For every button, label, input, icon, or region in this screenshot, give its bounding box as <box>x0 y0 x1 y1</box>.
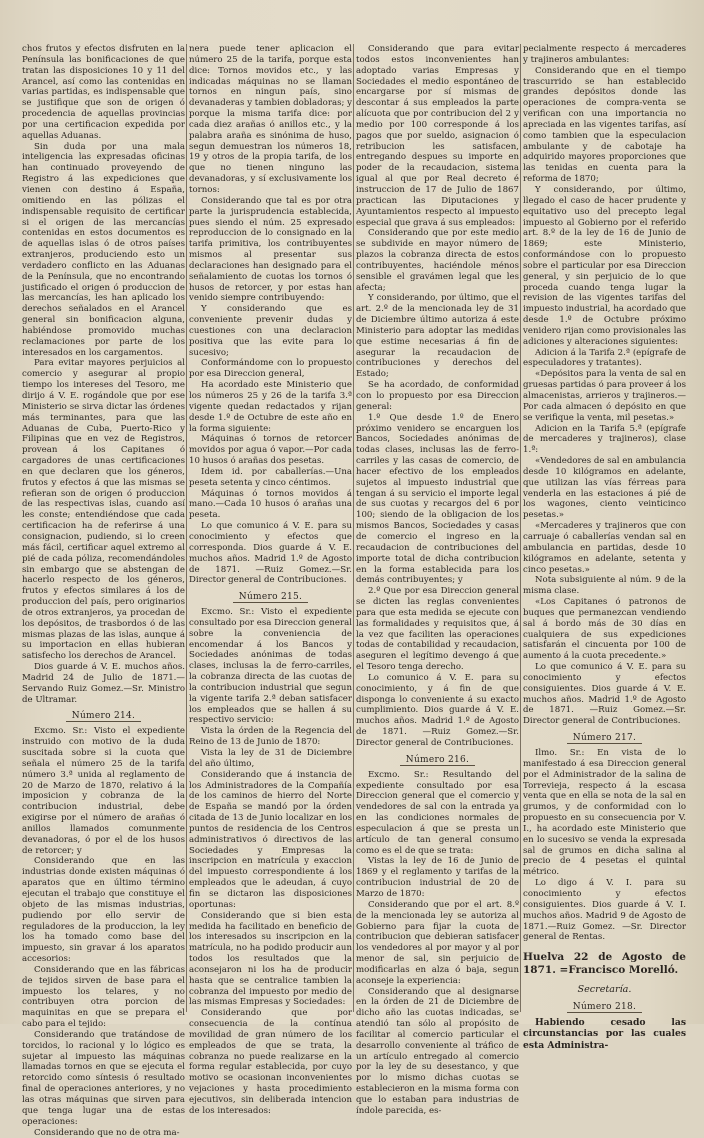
paragraph: Se ha acordado, de conformidad con lo propuesto por esa Direccion general: <box>356 380 519 412</box>
paragraph: Lo que comunico á V. E. para su conocimiento y efectos consiguientes. Dios guarde á V. E. muchos años. Madrid 1.º de Agosto de 1871. —Ruiz Gomez.—Sr. Director general de Contribuciones. <box>523 662 686 727</box>
paragraph: Sin duda por una mala inteligencia las expresadas oficinas han continuado proveyendo de Registro á las expediciones que vienen con destino á España, omitiendo en las pólizas el indispensable requisito de certificar si el origen de las mercancías contenidas en estos documentos es de aquellas islas ó de otros países extranjeros, produciendo esto un verdadero conflicto en las Aduanas de la Península, que no encontrando justificado el origen ó produccion de las mercancías, les han aplicado los derechos señalados en el Arancel general sin bonificacion alguna, habiéndose promovido muchas reclamaciones por parte de los interesados en los cargamentos. <box>22 141 185 358</box>
signature-line: Huelva 22 de Agosto de 1871. =Francisco Morelló. <box>523 951 686 977</box>
paragraph: Considerando que tratándose de torcidos, lo racional y lo lógico es sujetar al impuesto las máquinas llamadas tornos en que se ejecuta el retorcido como síntesis ó resultado final de operaciones anteriores, y no las otras máquinas que sirven para que tenga lugar una de estas operaciones: <box>22 1029 185 1127</box>
paragraph: Vista la ley de 31 de Diciembre del año último, <box>189 748 352 769</box>
section-number-heading <box>523 733 686 744</box>
paragraph: Y considerando que es conveniente prevenir dudas y cuestiones con una declaracion positiva que las evite para lo sucesivo; <box>189 304 352 358</box>
paragraph: Y considerando, por último, que el art. 2.º de la mencionada ley de 31 de Diciembre último autoriza á este Ministerio para adoptar las medidas que estime necesarias á fin de asegurar la recaudacion de contribuciones y derechos del Estado; <box>356 293 519 380</box>
section-heading: Secretaría. <box>577 984 632 996</box>
paragraph: Considerando que al designarse en la órden de 21 de Diciembre de dicho año las cuotas indicadas, se atendió tan sólo al propósito de facilitar al comercio particular el desarrollo conveniente al tráfico de un artículo entregado al comercio por la ley de su desestanco, y que por lo mismo dichas cuotas se establecieron en la misma forma con que lo estaban para industrias de índole parecida, es- <box>356 986 519 1116</box>
paragraph: Considerando que por este medio se subdivide en mayor número de plazos la cobranza directa de estos contribuyentes, haciéndole ménos sensible el gravámen legal que les afecta; <box>356 228 519 293</box>
paragraph: Considerando que no de otra ma- <box>34 1127 180 1138</box>
paragraph: 2.º Que por esa Direccion general se dicten las reglas convenientes para que esta medida se ejecute con las formalidades y requisitos que, á la vez que faciliten las operaciones todas de contabilidad y recaudacion, aseguren el legítimo devengo á que el Tesoro tenga derecho. <box>356 586 519 673</box>
text-column-1 <box>22 44 185 1138</box>
section-number-heading <box>523 1002 686 1013</box>
paragraph: «Mercaderes y trajineros que con carruaje ó caballerías vendan sal en ambulancia en partidas, desde 10 kilógramos en adelante, setenta y cinco pesetas.» <box>523 521 686 575</box>
paragraph: Considerando que en el tiempo trascurrido se han establecido grandes depósitos donde las operaciones de compra-venta se verifican con una importancia no apreciada en las vigentes tarifas, así como tambien que la especulacion ambulante y de cabotaje ha adquirido mayores proporciones que las tenidas en cuenta para la reforma de 1870; <box>523 65 686 185</box>
paragraph: Considerando que en las industrias donde existen máquinas ó aparatos que en último término ejecutan el trabajo que constituye el objeto de las mismas industrias, pudiendo por ello servir de reguladores de la produccion, la ley los ha tomado como base del impuesto, sin gravar á los aparatos accesorios: <box>22 856 185 965</box>
paragraph: Nota subsiguiente al núm. 9 de la misma clase. <box>523 575 686 597</box>
paragraph: Lo que comunico á V. E. para su conocimiento y efectos que corresponda. Dios guarde á V. E. muchos años. Madrid 1.º de Agosto de 1871. —Ruiz Gomez.—Sr. Director general de Contribuciones. <box>189 521 352 586</box>
paragraph: Considerando que por consecuencia de la contínua movilidad de gran número de los empleados de que se trata, la cobranza no puede realizarse en la forma regular establecida, por cuyo motivo se ocasionan inconvenientes vejaciones y hasta procedimiento ejecutivos, sin deliberada intencion de los interesados: <box>189 1008 352 1116</box>
paragraph: Excmo. Sr.: Visto el expediente instruido con motivo de la duda suscitada sobre si la cuota que señala el número 25 de la tarifa número 3.ª unida al reglamento de 20 de Marzo de 1870, relativo á la imposicion y cobranza de la contribucion industrial, debe exigirse por el número de arañas ó anillos llamados comunmente devanadoras, ó por el de los husos de retorcer; y <box>22 726 185 856</box>
section-number-label: Número 218. <box>567 1002 642 1013</box>
paragraph: «Los Capitanes ó patronos de buques que permanezcan vendiendo sal á bordo más de 30 días en cualquiera de sus expediciones satisfarán el cincuenta por 100 de aumento á la cuota precedente.» <box>523 597 686 662</box>
paragraph: Considerando que para evitar todos estos inconvenientes han adoptado varias Empresas y Sociedades el medio espontáneo de encargarse por sí mismas de descontar á sus empleados la parte alícuota que por contribucion del 2 y medio por 100 corresponde á los pagos que por sueldo, asignacion ó retribucion les satisfacen, entregando despues su importe en poder de la recaudacion, sistema igual al que por Real decreto é instruccion de 17 de Julio de 1867 practican las Diputaciones y Ayuntamientos respecto al impuesto especial que grava á sus empleados: <box>356 44 519 228</box>
paragraph: Excmo. Sr.: Resultando del expediente consultado por esa Direccion general que el comercio y vendedores de sal con la entrada ya en las condiciones normales de especulacion á que se presta un artículo de tan general consumo como es el de que se trata: <box>356 769 519 856</box>
paragraph: Lo digo á V. I. para su conocimiento y efectos consiguientes. Dios guarde á V. I. muchos años. Madrid 9 de Agosto de 1871.—Ruiz Gomez. —Sr. Director general de Rentas. <box>523 878 686 943</box>
paragraph: Idem id. por caballerías.—Una peseta setenta y cinco céntimos. <box>189 466 352 488</box>
paragraph: Lo comunico á V. E. para su conocimiento, y á fin de que disponga lo conveniente á su exacto cumplimiento. Dios guarde á V. E. muchos años. Madrid 1.º de Agosto de 1871. —Ruiz Gomez.—Sr. Director general de Contribuciones. <box>356 672 519 748</box>
paragraph: Adicion en la Tarifa 5.ª (epígrafe de mercaderes y trajineros), clase 1.ª: <box>523 423 686 456</box>
paragraph: Para evitar mayores perjuicios al comercio y asegurar al propio tiempo los intereses del Tesoro, me dirijo á V. E. rogándole que por ese Ministerio se sirva dictar las órdenes más terminantes, para que las Aduanas de Cuba, Puerto-Rico y Filipinas que en vez de Registros, provean á los Capitanes ó cargadores de unas certificaciones en que declaren que los géneros, frutos y efectos á que las mismas se refieran son de origen ó produccion de las respectivas islas, cuando así les conste; entendiéndose que cada certificacion ha de referirse á una consignacion, pudiendo, si lo creen más fácil, certificar aquel extremo al pié de cada póliza, recomendándoles sin embargo que se abstengan de hacerlo respecto de los géneros, frutos y efectos similares á los de produccion del país, pero originarios de otros extranjeros, ya procedan de los depósitos, de trasbordos ó de las mismas plazas de las islas, aunque á su importacion en ellas hubieran satisfecho los derechos de Arancel. <box>22 358 185 662</box>
paragraph: Máquinas ó tornos movidos á mano.—Cada 10 husos ó arañas una peseta. <box>189 488 352 521</box>
paragraph: Ilmo. Sr.: En vista de lo manifestado á esa Direccion general por el Administrador de la salina de Torrevieja, respecto á la escasa venta que en ella se nota de la sal en grumos, y de conformidad con lo propuesto en su consecuencia por V. I., ha acordado este Ministerio que en lo sucesivo se venda la expresada sal de grumos en dicha salina al precio de 4 pesetas el quintal métrico. <box>523 748 686 878</box>
paragraph: Vista la órden de la Regencia del Reino de 13 de Junio de 1870: <box>189 726 352 748</box>
column-rule <box>186 44 187 1012</box>
section-number-heading <box>22 711 185 722</box>
paragraph: «Vendedores de sal en ambulancia desde 10 kilógramos en adelante, que utilizan las vías férreas para venderla en las estaciones á pié de los wagones, ciento veinticinco pesetas.» <box>523 456 686 521</box>
paragraph: Conformándome con lo propuesto por esa Direccion general, <box>189 358 352 380</box>
paragraph: nera puede tener aplicacion el número 25 de la tarifa, porque esta dice: Tornos movidos etc., y las indicadas máquinas no se llaman tornos en ningun país, sino devanaderas y tambien dobladoras; y porque la misma tarifa dice: por cada diez arañas ó anillos etc., y la palabra araña es sinónima de huso, segun demuestran los números 18, 19 y otros de la propia tarifa, de los que no tienen ninguno las devanadoras, y sí exclusivamente los tornos: <box>189 44 352 195</box>
text-column-4 <box>523 44 686 1051</box>
paragraph: Considerando que si bien esta medida ha facilitado en beneficio de los interesados su inscripcion en la matrícula, no ha podido producir aun todos los resultados que la aconsejaron ni los ha de producir hasta que se centralice tambien la cobranza del impuesto por medio de las mismas Empresas y Sociedades: <box>189 910 352 1008</box>
text-column-2 <box>189 44 352 1116</box>
section-number-heading <box>189 592 352 603</box>
column-rule <box>520 44 521 1012</box>
section-number-label: Número 214. <box>66 711 141 722</box>
paragraph: Adicion á la Tarifa 2.ª (epígrafe de especuladores y tratantes). <box>523 347 686 369</box>
paragraph: 1.º Que desde 1.º de Enero próximo venidero se encarguen los Bancos, Sociedades anónimas de todas clases, inclusas las de ferro-carriles y las casas de comercio, de hacer efectivo de los empleados sujetos al impuesto industrial que tengan á su servicio el importe legal de sus cuotas y recargos del 6 por 100; siendo de la obligacion de los mismos Bancos, Sociedades y casas de comercio el ingreso en la recaudacion de contribuciones del importe total de dicha contribucion en la forma establecida para los demás contribuyentes; y <box>356 412 519 586</box>
section-number-label: Número 217. <box>567 733 642 744</box>
paragraph: chos frutos y efectos disfruten en la Península las bonificaciones de que tratan las disposiciones 10 y 11 del Arancel, así como las contenidas en varias partidas, es indispensable que se justifique que son de origen ó procedencia de aquellas provincias por una certificacion expedida por aquellas Aduanas. <box>22 44 185 141</box>
section-number-label: Número 215. <box>233 592 308 603</box>
paragraph: Dios guarde á V. E. muchos años. Madrid 24 de Julio de 1871.—Servando Ruiz Gomez.—Sr. Ministro de Ultramar. <box>22 662 185 705</box>
paragraph: Considerando que á instancia de los Administradores de la Compañía de los caminos de hierro del Norte de España se mandó por la órden citada de 13 de Junio localizar en los puntos de residencia de los Centros administrativos ó directivos de las Sociedades y Empresas la inscripcion en matrícula y exaccion del impuesto correspondiente á los empleados que le adeudan, á cuyo fin se dictaron las disposiciones oportunas: <box>189 769 352 910</box>
paragraph: Máquinas ó tornos de retorcer movidos por agua ó vapor.—Por cada 10 husos ó arañas dos pesetas. <box>189 434 352 467</box>
section-number-label: Número 216. <box>400 755 475 766</box>
paragraph: «Depósitos para la venta de sal en gruesas partidas ó para proveer á los almacenistas, arrieros y trajineros.—Por cada almacen ó depósito en que se verifique la venta, mil pesetas.» <box>523 369 686 423</box>
bold-paragraph: Habiendo cesado las circunstancias por las cuales esta Administra- <box>523 1016 686 1051</box>
paragraph: Considerando que en las fábricas de tejidos sirven de base para el impuesto los telares, y no contribuyen otra porcion de maquinitas en que se prepara el cabo para el tejido: <box>22 964 185 1030</box>
paragraph: Vistas la ley de 16 de Junio de 1869 y el reglamento y tarifas de la contribucion industrial de 20 de Marzo de 1870: <box>356 856 519 899</box>
column-rule <box>353 44 354 1012</box>
paragraph: Ha acordado este Ministerio que los números 25 y 26 de la tarifa 3.ª vigente quedan redactados y rijan desde 1.º de Octubre de este año en la forma siguiente: <box>189 380 352 434</box>
text-column-3 <box>356 44 519 1116</box>
paragraph: Considerando que tal es por otra parte la jurisprudencia establecida, pues siendo el núm. 25 expresado reproduccion de lo consignado en la tarifa primitiva, los contribuyentes mismos al presentar sus declaraciones han designado para el señalamiento de cuotas los tornos ó husos de retorcer, y por estas han venido siempre contribuyendo: <box>189 195 352 304</box>
section-number-heading <box>356 755 519 766</box>
paragraph: Y considerando, por último, llegado el caso de hacer prudente y equitativo uso del precepto legal impuesto al Gobierno por el referido art. 8.º de la ley de 16 de Junio de 1869; este Ministerio, conformándose con lo propuesto sobre el particular por esa Direccion general, y sin perjuicio de lo que proceda cuando tenga lugar la revision de las vigentes tarifas del impuesto industrial, ha acordado que desde 1.º de Octubre próximo venidero rijan como provisionales las adiciones y alteraciones siguientes: <box>523 184 686 347</box>
paragraph: pecialmente respecto á mercaderes y trajineros ambulantes: <box>523 44 686 65</box>
paragraph: Considerando que por el art. 8.º de la mencionada ley se autoriza al Gobierno para fijar la cuota de contribucion que debieran satisfacer los vendedores al por mayor y al por menor de sal, sin perjuicio de modificarlas en alza ó baja, segun aconseje la experiencia: <box>356 899 519 986</box>
paragraph: Excmo. Sr.: Visto el expediente consultado por esa Direccion general sobre la conveniencia de encomendar á los Bancos y Sociedades anónimas de todas clases, inclusas la de ferro-carriles, la cobranza directa de las cuotas de la contribucion industrial que segun la vigente tarifa 2.ª deban satisfacer los empleados que se hallen á su respectivo servicio: <box>189 607 352 726</box>
